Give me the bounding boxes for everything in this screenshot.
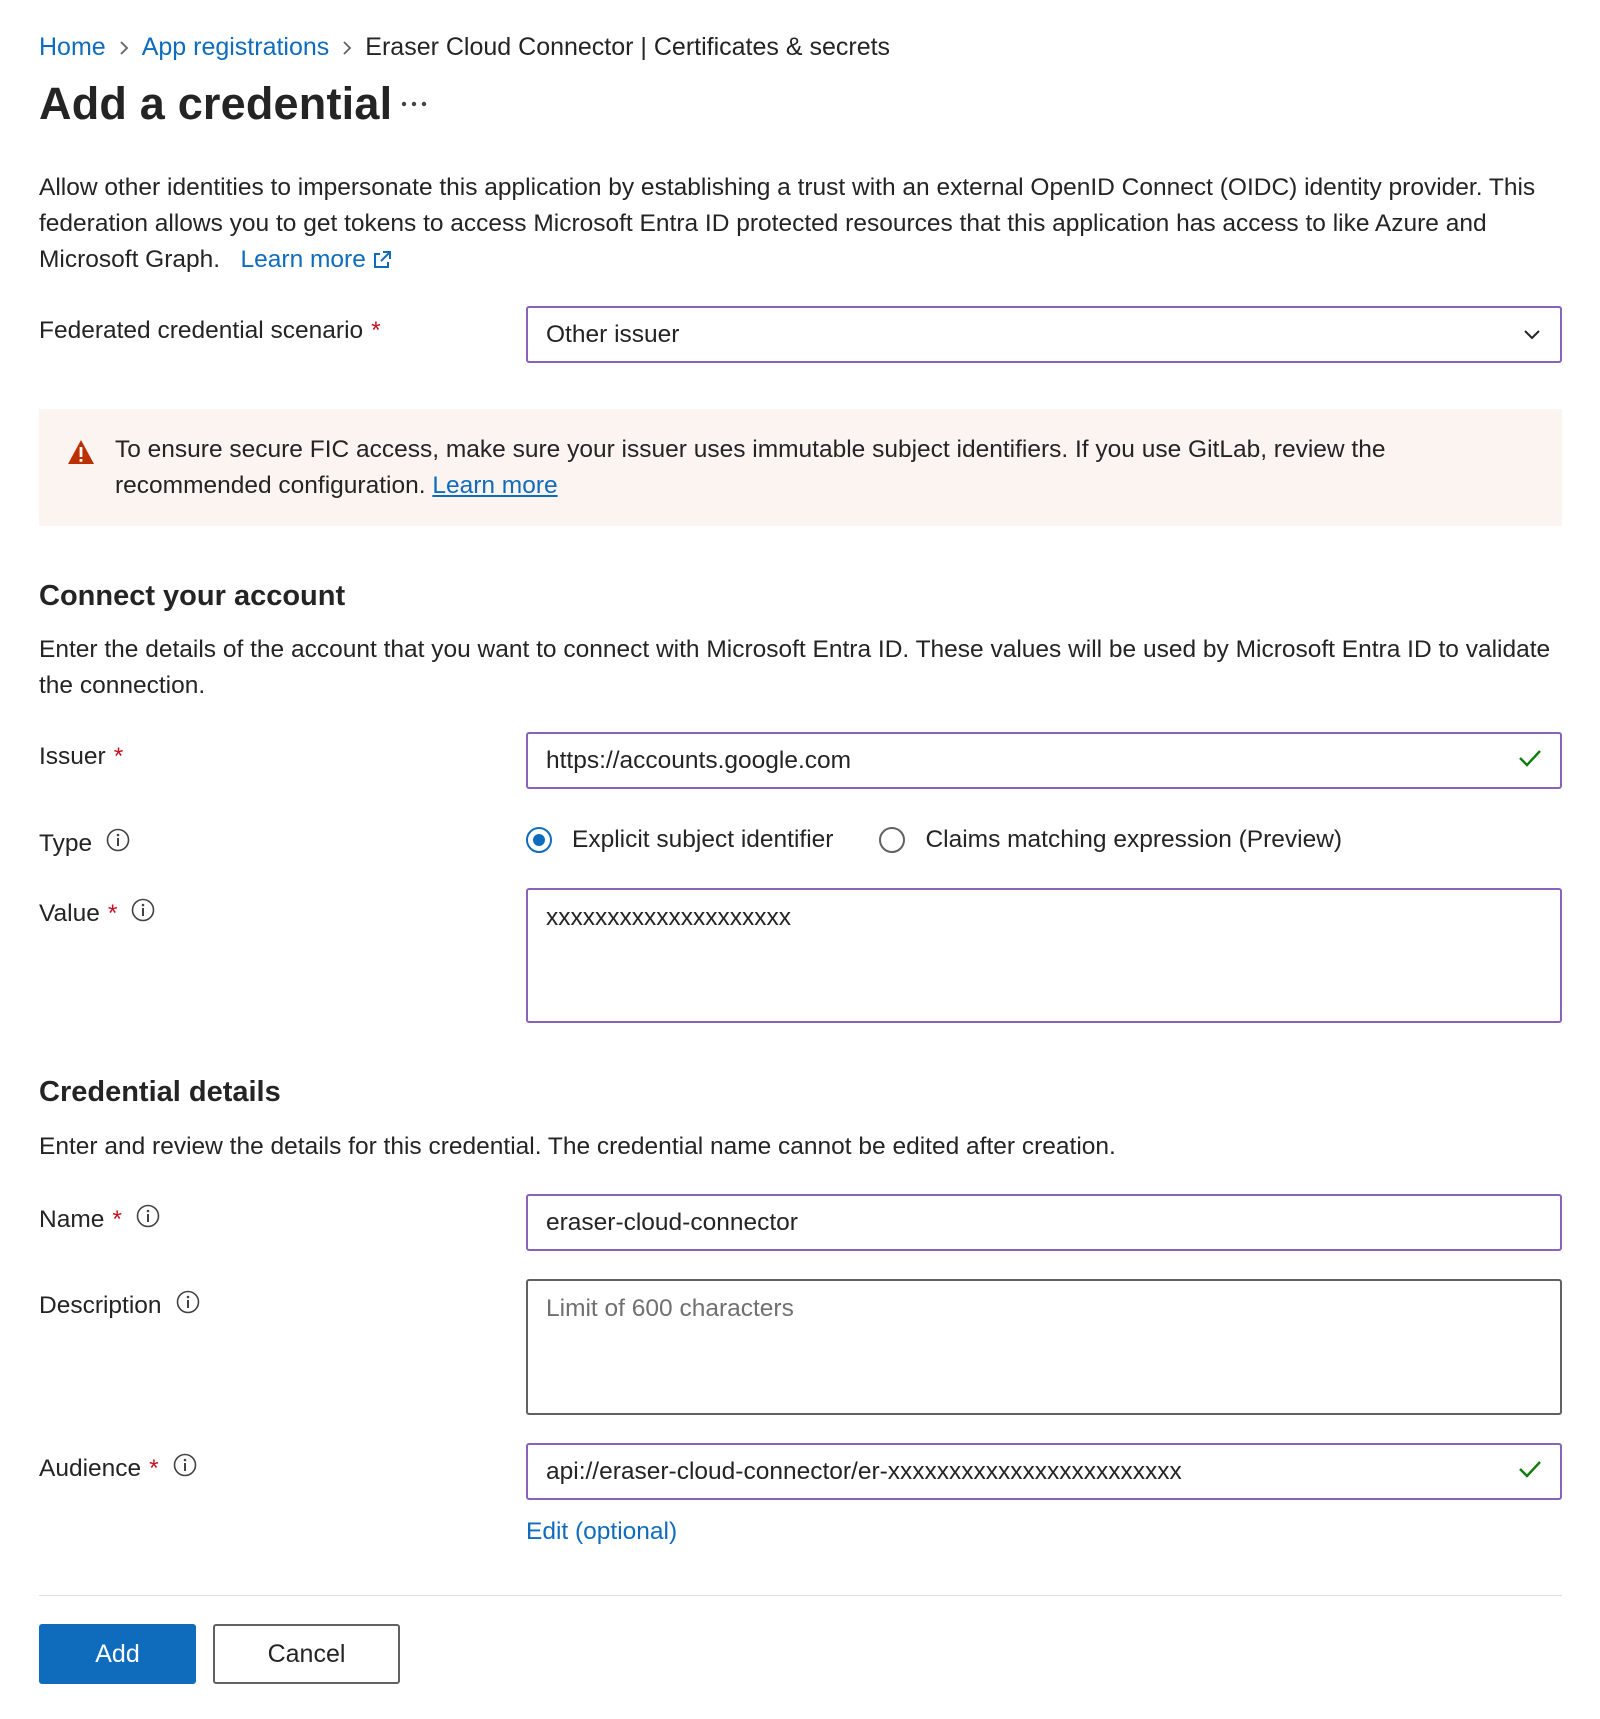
name-label: Name * <box>39 1204 160 1235</box>
value-label: Value * <box>39 898 155 929</box>
description-textarea[interactable] <box>526 1279 1562 1415</box>
intro-description <box>39 170 1579 281</box>
radio-label: Explicit subject identifier <box>572 826 834 853</box>
radio-claims-matching-expression[interactable] <box>879 826 1342 854</box>
intro-learn-more-link[interactable]: Learn more <box>227 246 392 273</box>
breadcrumb-current: Eraser Cloud Connector | Certificates & secrets <box>365 33 891 61</box>
audience-label: Audience * <box>39 1453 197 1484</box>
checkmark-icon <box>1518 747 1542 775</box>
credential-section-description: Enter and review the details for this credential. The credential name cannot be edited after creation. <box>39 1133 1116 1160</box>
type-label: Type <box>39 828 130 859</box>
scenario-selected-value: Other issuer <box>546 320 680 348</box>
warning-learn-more-link[interactable]: Learn more <box>432 472 558 499</box>
page-title: Add a credential <box>39 78 393 129</box>
warning-message: To ensure secure FIC access, make sure your issuer uses immutable subject identifiers. If you use GitLab, review the recommended configuration. Learn more <box>115 436 1386 499</box>
scenario-label: Federated credential scenario * <box>39 317 381 344</box>
warning-banner <box>39 409 1562 526</box>
type-radio-group <box>526 826 1342 854</box>
more-options-icon[interactable] <box>398 86 438 120</box>
intro-text: Allow other identities to impersonate this application by establishing a trust with an external OpenID Connect (OIDC) identity provider. This federation allows you to get tokens to access Microsoft Entra ID protected resources that this application has access to like Azure and Microsoft Graph. <box>39 174 1536 273</box>
chevron-right-icon <box>329 33 365 62</box>
footer-divider <box>39 1595 1562 1596</box>
audience-value: api://eraser-cloud-connector/er-xxxxxxxxxxxxxxxxxxxxxxxx <box>546 1457 1182 1485</box>
radio-label: Claims matching expression (Preview) <box>925 826 1343 853</box>
required-asterisk: * <box>371 317 381 344</box>
name-input[interactable] <box>526 1194 1562 1251</box>
value-textarea[interactable] <box>526 888 1562 1023</box>
scenario-dropdown[interactable] <box>526 306 1562 363</box>
info-icon[interactable] <box>131 898 155 929</box>
issuer-input[interactable] <box>526 732 1562 789</box>
info-icon[interactable] <box>106 828 130 859</box>
issuer-label: Issuer * <box>39 743 124 770</box>
value-text: xxxxxxxxxxxxxxxxxxxx <box>546 904 791 931</box>
radio-unchecked-icon <box>879 827 905 853</box>
credential-section-title: Credential details <box>39 1076 281 1108</box>
required-asterisk: * <box>149 1454 159 1482</box>
warning-icon <box>67 439 95 470</box>
name-value: eraser-cloud-connector <box>546 1208 798 1236</box>
required-asterisk: * <box>107 899 118 927</box>
audience-edit-link[interactable]: Edit (optional) <box>526 1518 678 1545</box>
info-icon[interactable] <box>176 1290 200 1321</box>
checkmark-icon <box>1518 1458 1542 1486</box>
external-link-icon <box>372 245 392 281</box>
breadcrumb-home-link[interactable]: Home <box>39 33 106 61</box>
required-asterisk: * <box>113 743 124 770</box>
breadcrumb-app-registrations-link[interactable]: App registrations <box>141 33 330 61</box>
chevron-right-icon <box>106 33 142 62</box>
audience-input[interactable] <box>526 1443 1562 1500</box>
connect-section-description: Enter the details of the account that you want to connect with Microsoft Entra ID. These values will be used by Microsoft Entra ID to validate the connection. <box>39 636 1551 699</box>
radio-checked-icon <box>526 827 552 853</box>
info-icon[interactable] <box>173 1453 197 1484</box>
add-button[interactable]: Add <box>39 1624 196 1684</box>
connect-section-title: Connect your account <box>39 580 346 612</box>
radio-explicit-subject-identifier[interactable] <box>526 826 833 854</box>
breadcrumb <box>39 33 890 62</box>
description-placeholder: Limit of 600 characters <box>546 1295 794 1322</box>
issuer-value: https://accounts.google.com <box>546 746 852 774</box>
cancel-button[interactable]: Cancel <box>213 1624 400 1684</box>
info-icon[interactable] <box>136 1204 160 1235</box>
description-label: Description <box>39 1290 200 1321</box>
chevron-down-icon <box>1522 321 1542 349</box>
required-asterisk: * <box>112 1205 122 1233</box>
